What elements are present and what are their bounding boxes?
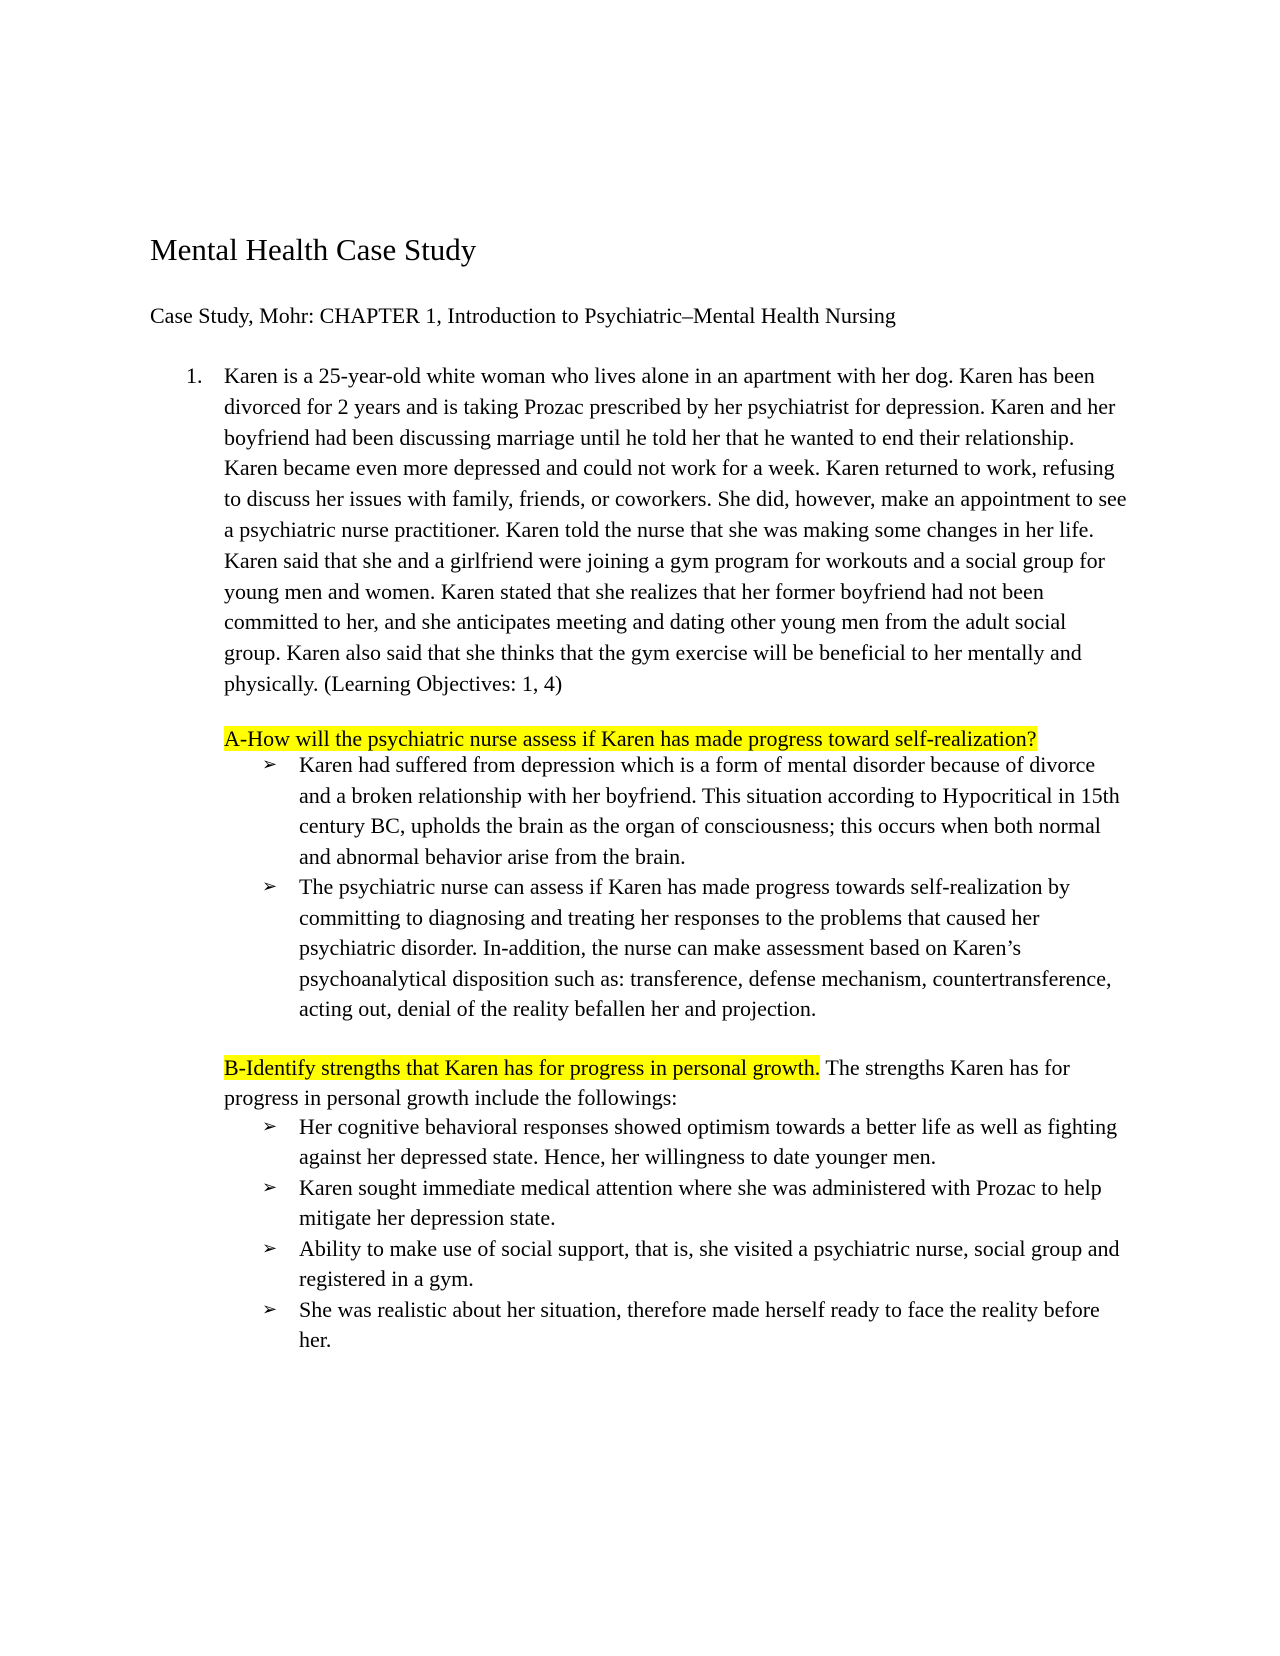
answer-text: Her cognitive behavioral responses showed optimism towards a better life as well as fighting against her depressed state. Hence, her willingness to date younger men. [299, 1113, 1118, 1170]
arrow-bullet-icon: ➢ [262, 754, 278, 776]
question-a-answers [224, 750, 1128, 1025]
list-item [262, 872, 1128, 1025]
arrow-bullet-icon: ➢ [262, 1237, 278, 1259]
question-b [224, 1053, 1128, 1114]
list-item [262, 1173, 1128, 1234]
question-a-highlight: A-How will the psychiatric nurse assess if Karen has made progress toward self-realization? [224, 725, 1037, 751]
answer-text: She was realistic about her situation, therefore made herself ready to face the reality before her. [299, 1296, 1100, 1353]
arrow-bullet-icon: ➢ [262, 876, 278, 898]
question-b-intro: The strengths Karen has for progress in personal growth include the followings: [224, 1054, 1070, 1111]
answer-text: Ability to make use of social support, that is, she visited a psychiatric nurse, social group and registered in a gym. [299, 1235, 1120, 1292]
answer-text: Karen sought immediate medical attention where she was administered with Prozac to help mitigate her depression state. [299, 1174, 1102, 1231]
answer-text: The psychiatric nurse can assess if Karen has made progress towards self-realization by committing to diagnosing and treating her responses to the problems that caused her psychiatric disorder. In-addition, the nurse can make assessment based on Karen’s psychoanalytical disposition such as: transference, defense mechanism, countertransference, acting out, denial of the reality befallen her and projection. [299, 874, 1112, 1022]
item-number: 1. [186, 363, 203, 388]
document-subtitle: Case Study, Mohr: CHAPTER 1, Introduction to Psychiatric–Mental Health Nursing [150, 303, 896, 328]
question-b-answers [224, 1112, 1128, 1356]
list-item [262, 1112, 1128, 1173]
arrow-bullet-icon: ➢ [262, 1176, 278, 1198]
document-title: Mental Health Case Study [150, 232, 477, 267]
case-description: Karen is a 25-year-old white woman who lives alone in an apartment with her dog. Karen has been divorced for 2 years and is taking Prozac prescribed by her psychiatrist for depression. Karen and her boyfriend had been discussing marriage until he told her that he wanted to end their relationship. Karen became even more depressed and could not work for a week. Karen returned to work, refusing to discuss her issues with family, friends, or coworkers. She did, however, make an appointment to see a psychiatric nurse practitioner. Karen told the nurse that she was making some changes in her life. Karen said that she and a girlfriend were joining a gym program for workouts and a social group for young men and women. Karen stated that she realizes that her former boyfriend had not been committed to her, and she anticipates meeting and dating other young men from the adult social group. Karen also said that she thinks that the gym exercise will be beneficial to her mentally and physically. (Learning Objectives: 1, 4) [224, 363, 1127, 696]
item-body [224, 361, 1128, 1356]
arrow-bullet-icon: ➢ [262, 1115, 278, 1137]
arrow-bullet-icon: ➢ [262, 1298, 278, 1320]
list-item [262, 750, 1128, 872]
answer-text: Karen had suffered from depression which is a form of mental disorder because of divorce and a broken relationship with her boyfriend. This situation according to Hypocritical in 15th century BC, upholds the brain as the organ of consciousness; this occurs when both normal and abnormal behavior arise from the brain. [299, 752, 1120, 869]
question-b-highlight: B-Identify strengths that Karen has for progress in personal growth. [224, 1054, 821, 1080]
list-item [262, 1234, 1128, 1295]
list-item [262, 1295, 1128, 1356]
